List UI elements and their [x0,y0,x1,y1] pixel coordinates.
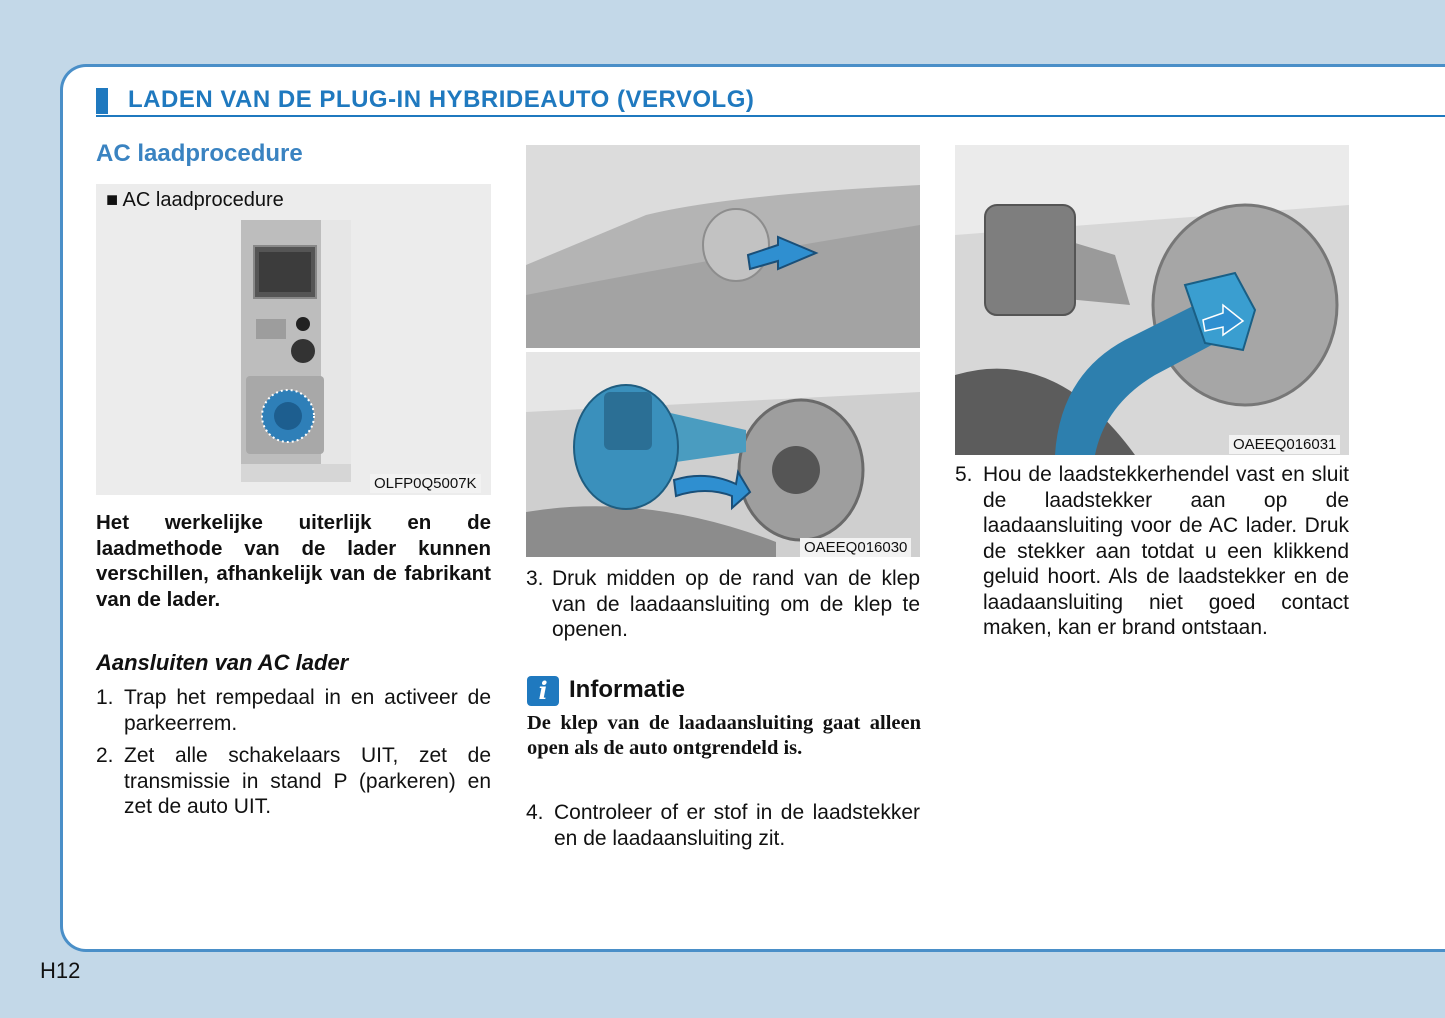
note-paragraph: Het werkelijke uiterlijk en de laadmethode van de lader kunnen verschillen, afhankelijk van de fabrikant van de lader. [96,511,491,611]
door-open-figure [526,352,920,557]
figure-code: OAEEQ016031 [1229,435,1340,454]
figure-caption: ■ AC laadprocedure [106,189,284,211]
header-rule [96,115,1445,117]
header-bar [96,88,108,114]
step-2 [96,743,491,820]
step-text: Trap het rempedaal in en activeer de parkeerrem. [124,686,491,735]
step-number: 3. [526,567,544,590]
info-icon: i [527,676,559,706]
info-title: Informatie [569,676,686,703]
charger-illustration [96,184,491,495]
step-number: 2. [96,744,114,767]
page-number: H12 [40,958,81,983]
door-closed-illustration [526,145,920,348]
section-heading: AC laadprocedure [96,140,303,167]
step-text: Druk midden op de rand van de klep van de laadaansluiting om de klep te openen. [552,567,920,641]
step-text: Controleer of er stof in de laadstekker en de laadaansluiting zit. [554,801,920,850]
step-3 [526,566,920,643]
charger-figure [96,184,491,495]
page-title: LADEN VAN DE PLUG-IN HYBRIDEAUTO (VERVOLG) [128,86,755,113]
door-open-illustration [526,352,920,557]
step-5 [955,462,1349,641]
figure-code: OAEEQ016030 [800,538,911,557]
info-text: De klep van de laadaansluiting gaat alleen open als de auto ontgrendeld is. [527,712,921,759]
door-closed-figure [526,145,920,348]
step-1 [96,685,491,736]
step-number: 4. [526,801,544,824]
step-number: 5. [955,463,973,486]
section-header [96,86,1445,116]
sub-heading: Aansluiten van AC lader [96,650,349,675]
plug-illustration [955,145,1349,455]
step-number: 1. [96,686,114,709]
figure-code: OLFP0Q5007K [370,474,481,493]
step-4 [526,800,920,851]
step-text: Zet alle schakelaars UIT, zet de transmissie in stand P (parkeren) en zet de auto UIT. [124,744,491,818]
step-text: Hou de laadstekkerhendel vast en sluit de laadstekker aan op de laadaansluiting voor de AC lader. Druk de stekker aan totdat u een klikkend geluid hoort. Als de laadstekker en de laadaansluiting niet goed contact maken, kan er brand ontstaan. [983,463,1349,639]
plug-figure [955,145,1349,455]
